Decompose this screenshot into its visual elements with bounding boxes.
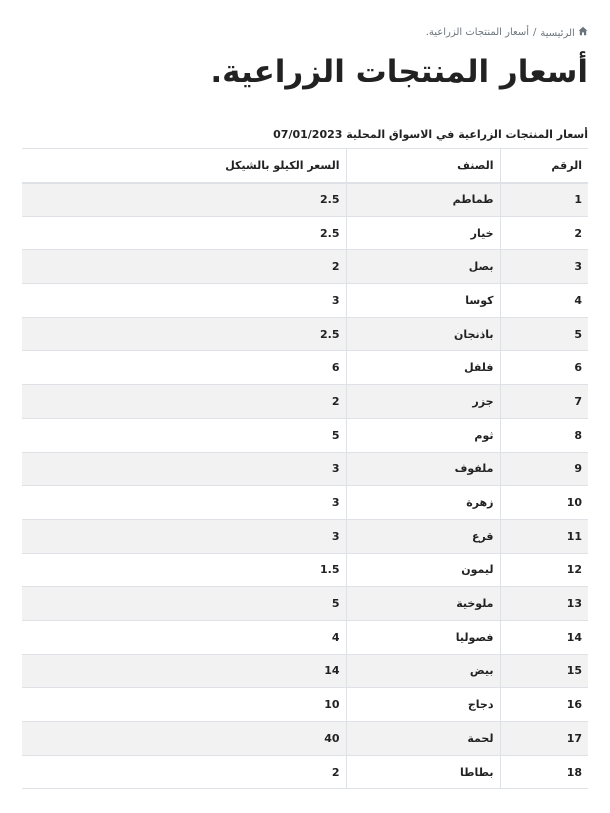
cell-price: 5 [22, 418, 346, 452]
cell-item: بيض [346, 654, 500, 688]
cell-number: 1 [500, 183, 588, 217]
cell-item: ملوخية [346, 587, 500, 621]
table-header [22, 149, 588, 183]
cell-number: 4 [500, 284, 588, 318]
cell-price: 2 [22, 755, 346, 789]
cell-price: 4 [22, 620, 346, 654]
prices-table [22, 148, 588, 789]
cell-item: ليمون [346, 553, 500, 587]
table-row [22, 284, 588, 318]
cell-item: خيار [346, 216, 500, 250]
table-caption: أسعار المنتجات الزراعية في الاسواق المحلية 07/01/2023 [273, 128, 588, 141]
cell-price: 40 [22, 722, 346, 756]
cell-price: 2.5 [22, 317, 346, 351]
breadcrumb-current: أسعار المنتجات الزراعية. [425, 27, 529, 38]
cell-item: كوسا [346, 284, 500, 318]
table-row [22, 620, 588, 654]
table-row [22, 317, 588, 351]
cell-price: 1.5 [22, 553, 346, 587]
cell-price: 3 [22, 519, 346, 553]
cell-number: 16 [500, 688, 588, 722]
table-row [22, 519, 588, 553]
cell-number: 2 [500, 216, 588, 250]
cell-item: طماطم [346, 183, 500, 217]
table-row [22, 587, 588, 621]
table-row [22, 418, 588, 452]
cell-item: دجاج [346, 688, 500, 722]
cell-number: 5 [500, 317, 588, 351]
cell-item: لحمة [346, 722, 500, 756]
cell-number: 9 [500, 452, 588, 486]
cell-item: زهرة [346, 486, 500, 520]
table-row [22, 385, 588, 419]
table-row [22, 654, 588, 688]
table-row [22, 486, 588, 520]
cell-item: ملفوف [346, 452, 500, 486]
cell-price: 2 [22, 385, 346, 419]
cell-number: 6 [500, 351, 588, 385]
cell-number: 14 [500, 620, 588, 654]
cell-number: 13 [500, 587, 588, 621]
table-row [22, 553, 588, 587]
cell-number: 11 [500, 519, 588, 553]
header-number: الرقم [500, 149, 588, 183]
table-row [22, 755, 588, 789]
page-title: أسعار المنتجات الزراعية. [210, 54, 588, 90]
cell-number: 10 [500, 486, 588, 520]
table-row [22, 452, 588, 486]
cell-item: باذنجان [346, 317, 500, 351]
cell-price: 2 [22, 250, 346, 284]
cell-price: 10 [22, 688, 346, 722]
cell-item: بطاطا [346, 755, 500, 789]
cell-number: 3 [500, 250, 588, 284]
table-row [22, 183, 588, 217]
home-icon [578, 26, 588, 36]
table-header-row [22, 149, 588, 183]
breadcrumb-home-link[interactable] [540, 26, 588, 39]
header-price: السعر الكيلو بالشيكل [22, 149, 346, 183]
cell-number: 7 [500, 385, 588, 419]
cell-item: جزر [346, 385, 500, 419]
cell-item: بصل [346, 250, 500, 284]
table-row [22, 722, 588, 756]
table-row [22, 216, 588, 250]
cell-number: 17 [500, 722, 588, 756]
cell-item: فصوليا [346, 620, 500, 654]
breadcrumb-separator: / [532, 27, 537, 38]
table-body [22, 183, 588, 789]
cell-number: 12 [500, 553, 588, 587]
cell-item: قرع [346, 519, 500, 553]
cell-item: فلفل [346, 351, 500, 385]
header-item: الصنف [346, 149, 500, 183]
breadcrumb-home-label: الرئيسية [540, 28, 575, 39]
cell-number: 8 [500, 418, 588, 452]
cell-price: 14 [22, 654, 346, 688]
cell-number: 15 [500, 654, 588, 688]
cell-price: 3 [22, 284, 346, 318]
cell-price: 3 [22, 452, 346, 486]
cell-price: 3 [22, 486, 346, 520]
cell-price: 5 [22, 587, 346, 621]
table-row [22, 351, 588, 385]
cell-price: 2.5 [22, 216, 346, 250]
cell-number: 18 [500, 755, 588, 789]
table-row [22, 688, 588, 722]
cell-price: 6 [22, 351, 346, 385]
cell-price: 2.5 [22, 183, 346, 217]
breadcrumb [426, 26, 588, 39]
cell-item: ثوم [346, 418, 500, 452]
table-row [22, 250, 588, 284]
